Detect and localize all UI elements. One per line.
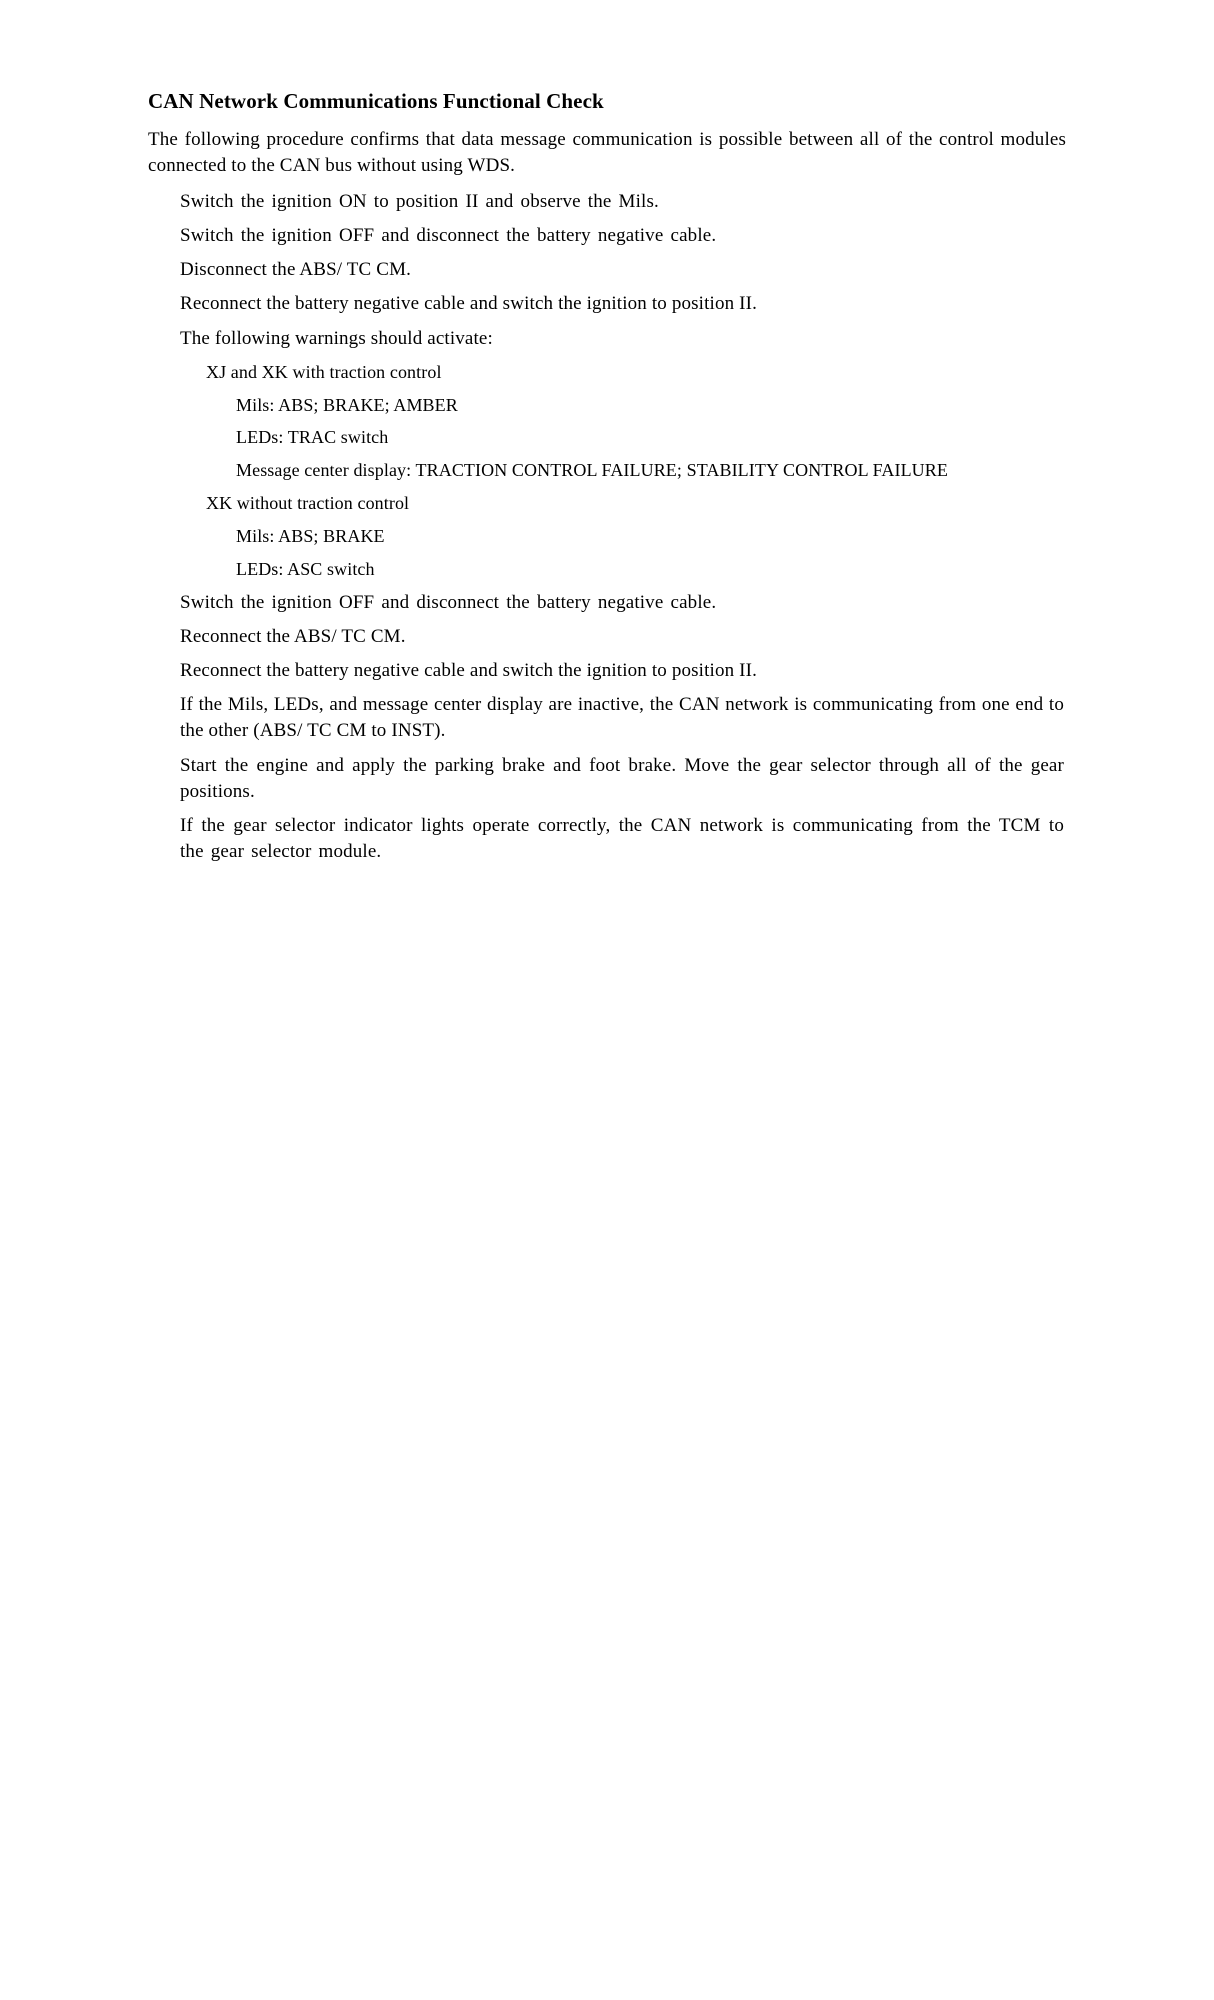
warning-detail: Mils: ABS; BRAKE xyxy=(236,525,385,546)
warning-detail: Message center display: TRACTION CONTROL FAILURE; STABILITY CONTROL FAILURE xyxy=(236,460,948,481)
procedure-step: Reconnect the ABS/ TC CM. xyxy=(180,625,406,647)
procedure-step: The following warnings should activate: xyxy=(180,327,493,349)
warning-group-heading: XJ and XK with traction control xyxy=(206,361,442,382)
warning-detail: LEDs: ASC switch xyxy=(236,558,375,579)
warning-detail: Mils: ABS; BRAKE; AMBER xyxy=(236,394,458,415)
procedure-step: Reconnect the battery negative cable and switch the ignition to position II. xyxy=(180,660,758,682)
procedure-step: If the Mils, LEDs, and message center display are inactive, the CAN network is communicating from one end to the other (ABS/ TC CM to INST). xyxy=(180,694,1064,742)
procedure-step: Disconnect the ABS/ TC CM. xyxy=(180,259,412,281)
procedure-step: Switch the ignition OFF and disconnect the battery negative cable. xyxy=(180,224,717,246)
procedure-step: Switch the ignition OFF and disconnect the battery negative cable. xyxy=(180,591,717,613)
warning-detail: LEDs: TRAC switch xyxy=(236,427,389,448)
procedure-step: Switch the ignition ON to position II and observe the Mils. xyxy=(180,190,659,212)
procedure-step: If the gear selector indicator lights operate correctly, the CAN network is communicating from the TCM to the gear selector module. xyxy=(180,815,1064,863)
intro-paragraph: The following procedure confirms that data message communication is possible between all of the control modules connected to the CAN bus without using WDS. xyxy=(148,129,1066,177)
procedure-step: Start the engine and apply the parking brake and foot brake. Move the gear selector through all of the gear positions. xyxy=(180,754,1064,802)
warning-group-heading: XK without traction control xyxy=(206,493,410,514)
procedure-step: Reconnect the battery negative cable and switch the ignition to position II. xyxy=(180,293,758,315)
page-title: CAN Network Communications Functional Check xyxy=(148,89,604,113)
